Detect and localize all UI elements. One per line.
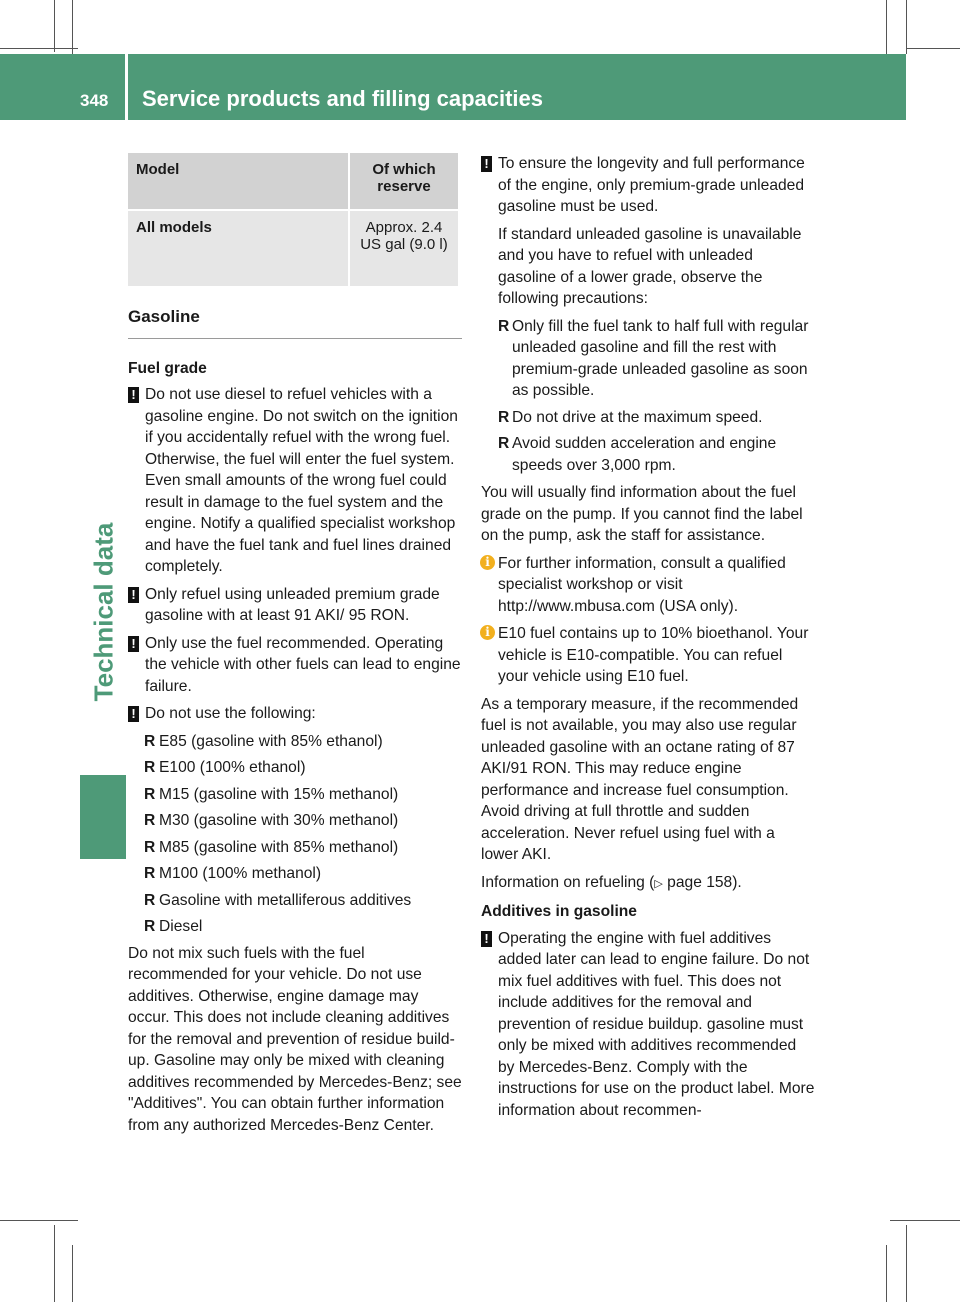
list-item-text: Avoid sudden acceleration and engine speeds over 3,000 rpm. [512, 435, 777, 474]
list-item-text: Do not drive at the maximum speed. [512, 408, 763, 426]
list-item-text: Diesel [159, 918, 203, 935]
mix-paragraph: Do not mix such fuels with the fuel recommended for your vehicle. Do not use additives. Otherwise, engine damage may occur. This does not include cleaning additives for the removal and prevention of residue build-up. Gasoline may only be mixed with cleaning additives recommended by Mercedes-Benz; see "Additives". You can obtain further information from any authorized Mercedes-Benz Center. [128, 944, 462, 1134]
side-tab-label: Technical data [88, 522, 119, 702]
header-divider [125, 54, 128, 120]
warning-note [128, 633, 462, 698]
left-column [128, 306, 462, 1142]
bullet-icon: R [498, 408, 510, 426]
info-note [481, 553, 815, 618]
warning-icon: ! [128, 387, 139, 403]
bullet-icon: R [144, 891, 156, 909]
warning-note [481, 928, 815, 1122]
info-text: E10 fuel contains up to 10% bioethanol. Your vehicle is E10-compatible. You can refuel your vehicle using E10 fuel. [498, 625, 809, 685]
gasoline-heading: Gasoline [128, 306, 462, 339]
table-row [128, 211, 458, 286]
reserve-table [128, 153, 458, 286]
warning-text: Only use the fuel recommended. Operating the vehicle with other fuels can lead to engine failure. [145, 634, 461, 695]
refueling-reference [481, 872, 815, 896]
table-header-row [128, 153, 458, 211]
list-item-text: M85 (gasoline with 85% methanol) [159, 838, 399, 856]
right-column [481, 153, 815, 1127]
list-item-text: E85 (gasoline with 85% ethanol) [159, 732, 383, 750]
refueling-reference-text: Information on refueling ( [481, 873, 655, 891]
bullet-icon: R [144, 759, 156, 776]
info-note [481, 623, 815, 688]
section-title: Service products and filling capacities [142, 86, 544, 111]
list-item [128, 731, 462, 753]
list-item [128, 810, 462, 832]
list-item-text: Gasoline with metalliferous additives [159, 891, 412, 909]
warning-text: If standard unleaded gasoline is unavailable and you have to refuel with unleaded gasoline of a lower grade, observe the following precautions: [498, 225, 802, 307]
bullet-icon: R [498, 317, 510, 335]
list-item [498, 316, 815, 402]
warning-text: Do not use diesel to refuel vehicles with a gasoline engine. Do not switch on the ignition if you accidentally refuel with the wrong fuel. Otherwise, the fuel will enter the fuel system. Even small amounts of the wrong fuel could result in damage to the fuel system and the engine. Notify a qualified specialist workshop and have the fuel tank and fuel lines drained completely. [145, 386, 458, 575]
warning-note [128, 384, 462, 578]
fuel-grade-heading: Fuel grade [128, 359, 207, 377]
crop-mark [0, 1220, 78, 1221]
list-item-text: Only fill the fuel tank to half full with regular unleaded gasoline and fill the rest with premium-grade unleaded gasoline as soon as possible. [512, 317, 809, 399]
list-item [128, 784, 462, 806]
list-item [128, 837, 462, 859]
warning-text: Only refuel using unleaded premium grade gasoline with at least 91 AKI/ 95 RON. [145, 585, 440, 624]
list-item-text: M15 (gasoline with 15% methanol) [159, 785, 399, 803]
warning-note [128, 584, 462, 627]
crop-mark [886, 1245, 887, 1302]
warning-text: Operating the engine with fuel additives added later can lead to engine failure. Do not mix fuel additives with fuel. This does not include additives for the removal and prevention of residue buildup. gasoline must only be mixed with additives recommended by Mercedes-Benz. Comply with the instructions for use on the product label. More information about recommen- [498, 929, 815, 1119]
list-item [128, 890, 462, 912]
warning-icon: ! [128, 706, 139, 722]
page-arrow-icon: ▷ [654, 877, 663, 890]
crop-mark [886, 0, 887, 54]
warning-note [481, 153, 815, 476]
list-item [128, 916, 462, 938]
bullet-icon: R [498, 435, 510, 452]
table-header-model: Model [128, 153, 348, 211]
table-cell-model: All models [128, 211, 348, 286]
list-item-text: M100 (100% methanol) [159, 865, 322, 882]
page-number: 348 [80, 91, 109, 110]
warning-note [128, 703, 462, 725]
info-icon: i [480, 625, 495, 640]
bullet-icon: R [144, 785, 156, 803]
temporary-measure-paragraph: As a temporary measure, if the recommended fuel is not available, you may also use regular unleaded gasoline with an octane rating of 87 AKI/91 RON. This may reduce engine performance and increase fuel consumption. Avoid driving at full throttle and sudden acceleration. Never refuel using fuel with a lower AKI. [481, 695, 799, 863]
warning-text: To ensure the longevity and full performance of the engine, only premium-grade unleaded gasoline must be used. [498, 155, 805, 215]
crop-mark [906, 1225, 907, 1302]
crop-mark [72, 0, 73, 54]
list-item-text: M30 (gasoline with 30% methanol) [159, 812, 399, 829]
crop-mark [0, 48, 78, 49]
warning-icon: ! [481, 931, 492, 947]
bullet-icon: R [144, 838, 156, 856]
additives-heading: Additives in gasoline [481, 903, 637, 920]
crop-mark [72, 1245, 73, 1302]
crop-mark [890, 1220, 960, 1221]
warning-text: Do not use the following: [145, 705, 316, 722]
list-item [128, 863, 462, 885]
warning-icon: ! [481, 156, 492, 172]
bullet-icon: R [144, 918, 156, 935]
side-tab-block [80, 775, 126, 859]
crop-mark [54, 1225, 55, 1302]
info-text: For further information, consult a qualified specialist workshop or visit http://www.mbusa.com (USA only). [498, 554, 786, 615]
table-header-reserve: Of which reserve [348, 153, 458, 211]
pump-info-paragraph: You will usually find information about the fuel grade on the pump. If you cannot find the label on the pump, ask the staff for assistance. [481, 484, 803, 544]
crop-mark [906, 48, 960, 49]
bullet-icon: R [144, 732, 156, 750]
warning-icon: ! [128, 636, 139, 652]
crop-mark [54, 0, 55, 52]
list-item [498, 433, 815, 476]
crop-mark [906, 0, 907, 54]
list-item-text: E100 (100% ethanol) [159, 759, 306, 776]
table-cell-reserve: Approx. 2.4 US gal (9.0 l) [348, 211, 458, 286]
bullet-icon: R [144, 865, 156, 882]
bullet-icon: R [144, 812, 156, 829]
info-icon: i [480, 555, 495, 570]
warning-icon: ! [128, 587, 139, 603]
list-item [498, 407, 815, 429]
refueling-page-link[interactable]: page 158). [667, 873, 742, 891]
list-item [128, 757, 462, 779]
